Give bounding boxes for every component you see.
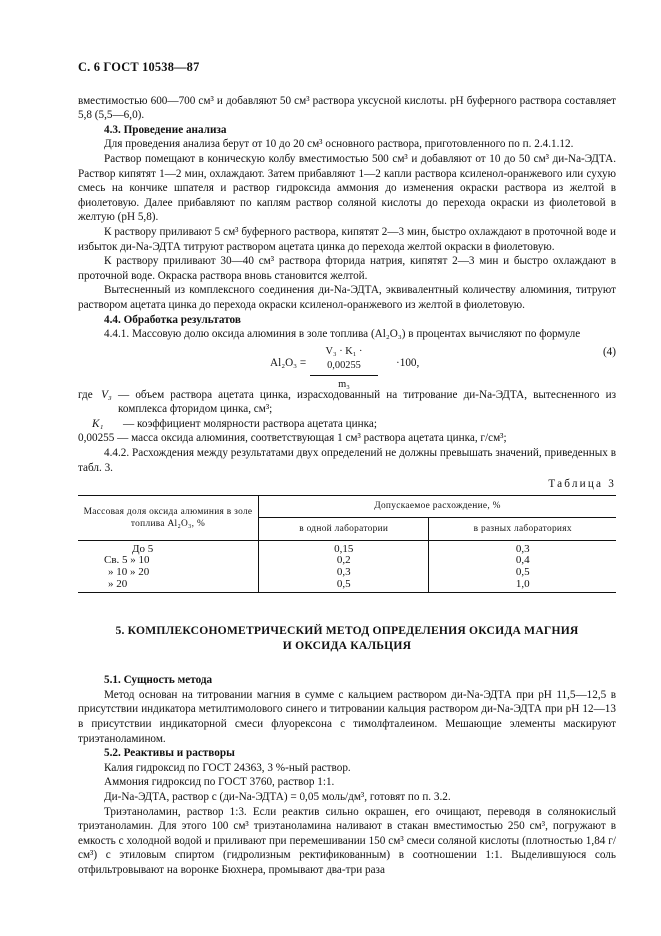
formula-rhs: ·100, xyxy=(396,356,420,369)
subsection-heading-5-2: 5.2. Реактивы и растворы xyxy=(104,747,235,760)
cell-value: 0,2 xyxy=(259,555,429,567)
cell-value: 0,5 xyxy=(259,579,429,593)
table-header-group: Допускаемое расхождение, % xyxy=(259,495,617,518)
page-header: С. 6 ГОСТ 10538—87 xyxy=(78,60,200,74)
section-heading-5 xyxy=(78,623,616,653)
row-label: До 5 xyxy=(78,540,259,555)
table-caption: Таблица 3 xyxy=(548,478,616,491)
paragraph: 4.4.2. Расхождения между результатами двух определений не должны превышать значений, приведенных в табл. 3. xyxy=(78,447,616,474)
table-row xyxy=(78,567,616,579)
formula-lhs: Al₂O₃ = xyxy=(270,356,307,369)
where-text: — масса оксида алюминия, соответствующая 1 см³ раствора ацетата цинка, г/см³; xyxy=(117,432,507,445)
subsection-heading-5-1: 5.1. Сущность метода xyxy=(104,674,213,687)
paragraph: Метод основан на титровании магния в сумме с кальцием раствором ди-Na-ЭДТА при рН 11,5—12,5 в присутствии индикатора метилтимолового синего и титровании кальция раствором ди-Na-ЭДТА при рН 12—13 в присутствии индикаторной смеси флуорексона с тимолфталеином. Мешающие элементы маскируют триэтаноламином. xyxy=(78,688,616,745)
row-label: » 20 xyxy=(78,579,259,593)
reagent-line: Калия гидроксид по ГОСТ 24363, 3 %-ный раствор. xyxy=(104,761,351,774)
paragraph: вместимостью 600—700 см³ и добавляют 50 см³ раствора уксусной кислоты. рН буферного раствора составляет 5,8 (5,5—6,0). xyxy=(78,94,616,122)
where-text: — объем раствора ацетата цинка, израсходованный на титрование ди-Na-ЭДТА, вытесненного из комплекса фторидом цинка, см³; xyxy=(118,388,616,416)
subsection-heading-4-4: 4.4. Обработка результатов xyxy=(104,313,241,326)
where-prefix: 0,00255 xyxy=(78,432,115,445)
reagent-line: Аммония гидроксид по ГОСТ 3760, раствор 1:1. xyxy=(104,776,335,789)
reagent-line: Ди-Na-ЭДТА, раствор c (ди-Na-ЭДТА) = 0,05 моль/дм³, готовят по п. 3.2. xyxy=(104,790,451,803)
where-text: — коэффициент молярности раствора ацетата цинка; xyxy=(123,417,377,430)
row-label: » 10 » 20 xyxy=(78,567,259,579)
cell-value: 1,0 xyxy=(429,579,616,593)
cell-value: 0,15 xyxy=(259,540,429,555)
cell-value: 0,4 xyxy=(515,554,530,567)
cell-value: 0,3 xyxy=(259,567,429,579)
document-page xyxy=(78,60,616,878)
table-header-col1: в одной лаборатории xyxy=(259,518,429,541)
formula-denominator: m₃ xyxy=(338,378,350,390)
section-heading-line: И ОКСИДА КАЛЬЦИЯ xyxy=(282,639,412,653)
cell-value: 0,3 xyxy=(515,542,530,555)
paragraph: 4.4.1. Массовую долю оксида алюминия в золе топлива (Al₂O₃) в процентах вычисляют по формуле xyxy=(104,328,581,341)
table-header-col0: Массовая доля оксида алюминия в золе топлива Al₂O₃, % xyxy=(78,495,259,540)
section-heading-line: 5. КОМПЛЕКСОНОМЕТРИЧЕСКИЙ МЕТОД ОПРЕДЕЛЕНИЯ ОКСИДА МАГНИЯ xyxy=(115,624,579,638)
formula-number: (4) xyxy=(602,345,616,358)
formula-numerator: V₃ · K₁ · 0,00255 xyxy=(310,345,378,376)
where-item xyxy=(78,417,616,432)
paragraph: Вытесненный из комплексного соединения ди-Na-ЭДТА, эквивалентный количеству алюминия, титруют раствором ацетата цинка до перехода окраски ксиленол-оранжевого из желтой в фиолетовую. xyxy=(78,284,616,311)
paragraph: К раствору приливают 30—40 см³ раствора фторида натрия, кипятят 2—3 мин и быстро охлаждают в проточной воде. Окраска раствора вновь становится желтой. xyxy=(78,255,616,282)
table-row xyxy=(78,579,616,593)
paragraph: Для проведения анализа берут от 10 до 20 см³ основного раствора, приготовленного по п. 2.4.1.12. xyxy=(104,138,574,151)
formula-fraction xyxy=(310,345,378,393)
formula xyxy=(78,344,616,390)
table-header-col2: в разных лабораториях xyxy=(429,518,616,541)
paragraph: Триэтаноламин, раствор 1:3. Если реактив сильно окрашен, его очищают, переводя в солянокислый триэтаноламин. Для этого 100 см³ триэтаноламина наливают в стакан вместимостью 250 см³, погружают в емкость с холодной водой и приливают при перемешивании 150 см³ смеси соляной кислоты (плотностью 1,84 г/см³) с этиловым спиртом (гидролизным ректификованным) в соотношении 1:1. Выделившуюся соль отфильтровывают на воронке Бюхнера, промывают два-три раза xyxy=(78,805,616,876)
row-label: Св. 5 » 10 xyxy=(78,555,259,567)
data-table xyxy=(78,495,616,593)
where-prefix: где V₃ xyxy=(78,388,112,401)
where-symbol: K₁ xyxy=(92,417,104,430)
paragraph: Раствор помещают в коническую колбу вместимостью 500 см³ и добавляют от 10 до 50 см³ ди-Na-ЭДТА. Раствор кипятят 1—2 мин, охлаждают. Затем прибавляют 1—2 капли раствора ксиленол-оранжевого или сухую смесь на кончике шпателя и раствор гидроксида аммония до изменения окраски раствора из желтой в фиолетовую. Далее прибавляют по каплям раствор соляной кислоты до перехода окраски из фиолетовой в желтую (рН 5,8). xyxy=(78,152,616,224)
table-row xyxy=(78,540,616,555)
cell-value: 0,5 xyxy=(515,566,530,579)
paragraph: К раствору приливают 5 см³ буферного раствора, кипятят 2—3 мин, быстро охлаждают в проточной воде и избыток ди-Na-ЭДТА титруют раствором ацетата цинка до перехода желтой окраски в фиолетовую. xyxy=(78,225,616,253)
subsection-heading-4-3: 4.3. Проведение анализа xyxy=(104,123,227,136)
where-item xyxy=(78,431,616,446)
